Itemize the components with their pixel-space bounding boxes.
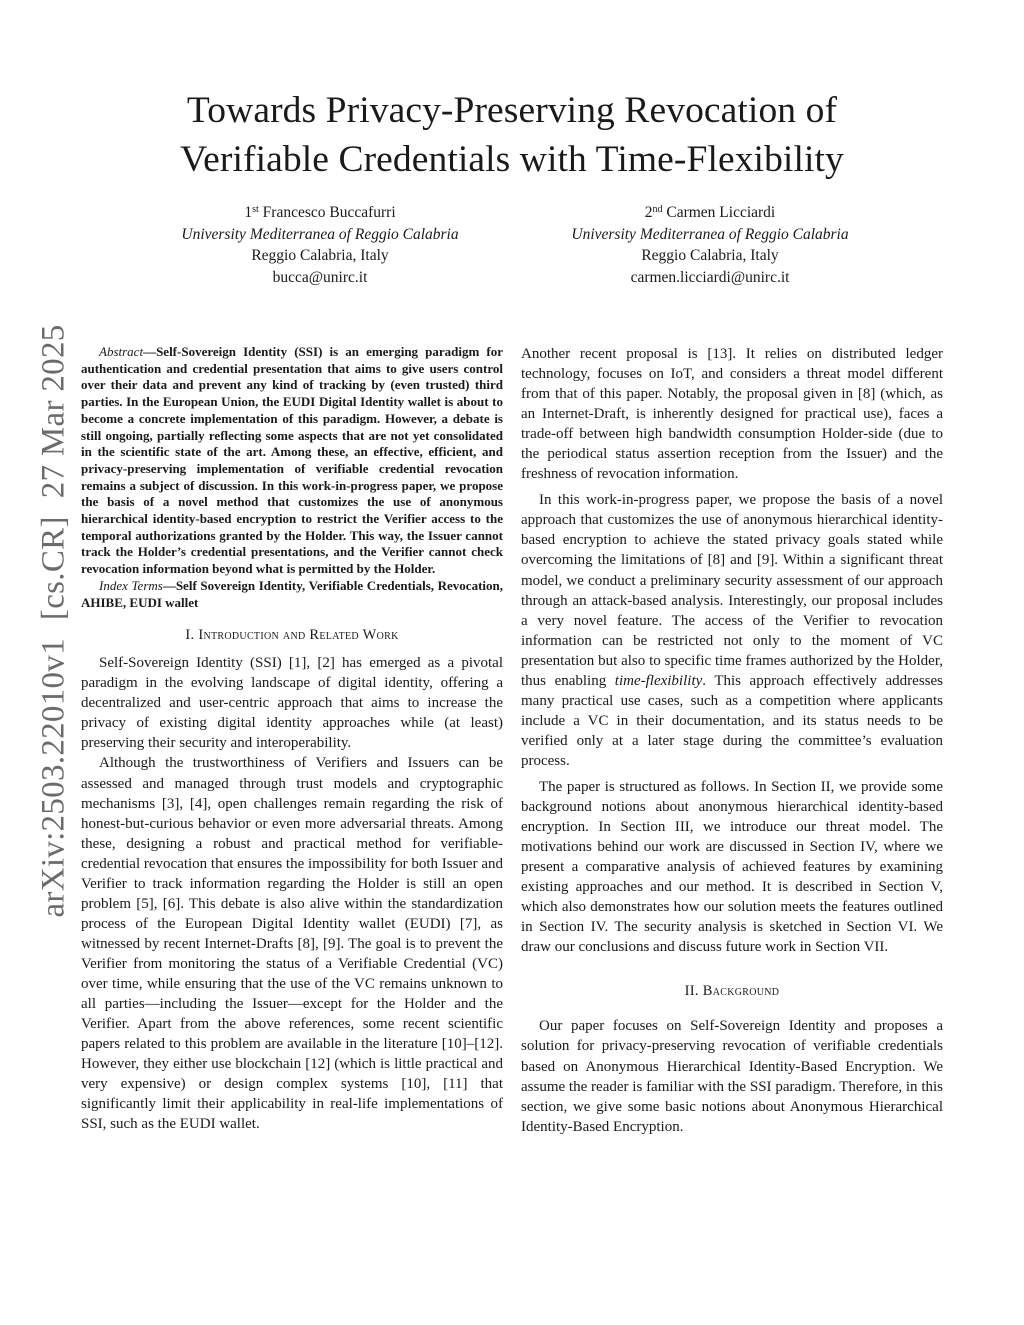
author-name-line: [510, 202, 910, 224]
author-ordinal: 1: [244, 204, 253, 221]
author-ordinal: 2: [644, 204, 653, 221]
intro-paragraph-3: Another recent proposal is [13]. It relies on distributed ledger technology, focuses on IoT, and considers a threat model different from that of this paper. Notably, the proposal given in [8] (which, as an Internet-Draft, is inherently designed for practical use), faces a trade-off between high bandwidth consumption Holder-side (due to the periodical status assertion reception from the Issuer) and the freshness of revocation information.: [521, 346, 943, 483]
author-location: Reggio Calabria, Italy: [251, 247, 389, 264]
right-column: [521, 344, 943, 1137]
intro-paragraph-1: Self-Sovereign Identity (SSI) [1], [2] has emerged as a pivotal paradigm in the evolving landscape of digital identity, offering a decentralized and user-centric approach that aims to increase the privacy of existing digital identity approaches while (at least) preserving their security and interoperability.: [81, 655, 503, 752]
author-name: Francesco Buccafurri: [262, 204, 396, 221]
index-terms: [81, 578, 503, 611]
author-affiliation: University Mediterranea of Reggio Calabria: [181, 225, 459, 243]
intro-paragraph-2: Although the trustworthiness of Verifiers and Issuers can be assessed and managed through trust models and cryptographic mechanisms [3], [4], open challenges remain regarding the risk of honest-but-curious behavior or even more adversarial threats. Among these, designing a robust and practical method for verifiable-credential revocation that ensures the impossibility for both Issuer and Verifier to track information regarding the Holder is still an open problem [5], [6]. This debate is also alive within the standardization process of the European Digital Identity wallet (EUDI) [7], as witnessed by recent Internet-Drafts [8], [9]. The goal is to prevent the Verifier from monitoring the status of a Verifiable Credential (VC) over time, while ensuring that the use of the VC remains unknown to all parties—including the Issuer—except for the Holder and the Verifier. Apart from the above references, some recent scientific papers related to this problem are available in the literature [10]–[12]. However, they either use blockchain [12] (which is little practical and very expensive) or design complex systems [10], [11] that significantly limit their applicability in real-life implementations of SSI, such as the EUDI wallet.: [81, 755, 503, 1133]
author-affiliation: University Mediterranea of Reggio Calabria: [571, 225, 849, 243]
index-terms-text: —Self Sovereign Identity, Verifiable Credentials, Revocation, AHIBE, EUDI wallet: [81, 577, 503, 610]
arxiv-id: arXiv:2503.22010v1: [35, 638, 72, 918]
abstract: [81, 344, 503, 611]
paper-title-line-1: Towards Privacy-Preserving Revocation of: [186, 90, 838, 131]
arxiv-stamp-text: [36, 306, 73, 917]
section-heading-introduction: I. Introduction and Related Work: [185, 627, 399, 644]
paper-title: [100, 86, 924, 184]
background-paragraph-1: Our paper focuses on Self-Sovereign Identity and proposes a solution for privacy-preserving revocation of verifiable credentials based on Anonymous Hierarchical Identity-Based Encryption. We assume the reader is familiar with the SSI paradigm. Therefore, in this section, we give some basic notions about Anonymous Hierarchical Identity-Based Encryption.: [521, 1018, 943, 1135]
paper-title-line-2: Verifiable Credentials with Time-Flexibility: [180, 139, 844, 180]
intro-paragraph-4-text-b: . This approach effectively addresses many practical use cases, such as a competition where applicants include a VC in their documentation, and its status needs to be verified only at a later stage during the committee’s evaluation process.: [521, 672, 943, 769]
arxiv-category: [cs.CR]: [35, 516, 72, 621]
index-terms-label: Index Terms: [99, 577, 163, 593]
abstract-paragraph: [81, 344, 503, 578]
author-location: Reggio Calabria, Italy: [641, 247, 779, 264]
author-ordinal-suffix: nd: [652, 204, 663, 215]
left-column: [81, 344, 503, 1134]
time-flexibility-term: time-flexibility: [614, 672, 703, 689]
intro-paragraph-4-text-a: In this work-in-progress paper, we propose the basis of a novel approach that customizes the use of anonymous hierarchical identity-based encryption to achieve the stated privacy goals stated while overcoming the limitations of [8] and [9]. Within a significant threat model, we conduct a preliminary security assessment of our approach through an attack-based analysis. Interestingly, our proposal includes a very novel feature. The access of the Verifier to revocation information can be restricted not only to the moment of VC presentation but also to specific time frames authorized by the Holder, thus enabling: [521, 492, 943, 689]
author-ordinal-suffix: st: [252, 204, 259, 215]
intro-paragraph-4: [521, 490, 943, 771]
arxiv-date: 27 Mar 2025: [35, 324, 72, 499]
section-heading-background: II. Background: [684, 983, 780, 1000]
intro-paragraph-5: The paper is structured as follows. In Section II, we provide some background notions about anonymous hierarchical identity-based encryption. In Section III, we introduce our threat model. The motivations behind our work are discussed in Section IV, where we present a comparative analysis of achieved features by examining existing approaches and our method. It is described in Section V, which also demonstrates how our solution meets the features outlined in Section IV. The security analysis is sketched in Section VI. We draw our conclusions and discuss future work in Section VII.: [521, 778, 943, 956]
author-email: bucca@unirc.it: [272, 268, 368, 286]
author-block-2: [510, 202, 910, 288]
author-email: carmen.licciardi@unirc.it: [630, 268, 790, 286]
author-name-line: [120, 202, 520, 224]
abstract-label: Abstract: [99, 344, 144, 359]
abstract-text: —Self-Sovereign Identity (SSI) is an emerging paradigm for authentication and credential presentation that aims to give users control over their data and prevent any kind of tracking by (even trusted) third parties. In the European Union, the EUDI Digital Identity wallet is about to become a concrete implementation of this paradigm. However, a debate is still ongoing, partially reflecting some aspects that are not yet consolidated in the scientific state of the art. Among these, an effective, efficient, and privacy-preserving implementation of verifiable credential revocation remains a subject of discussion. In this work-in-progress paper, we propose the basis of a novel method that customizes the use of anonymous hierarchical identity-based encryption to restrict the Verifier access to the temporal authorizations granted by the Holder. This way, the Issuer cannot track the Holder’s credential presentations, and the Verifier cannot check revocation information beyond what is permitted by the Holder.: [81, 344, 503, 577]
author-block-1: [120, 202, 520, 288]
author-name: Carmen Licciardi: [666, 204, 776, 221]
